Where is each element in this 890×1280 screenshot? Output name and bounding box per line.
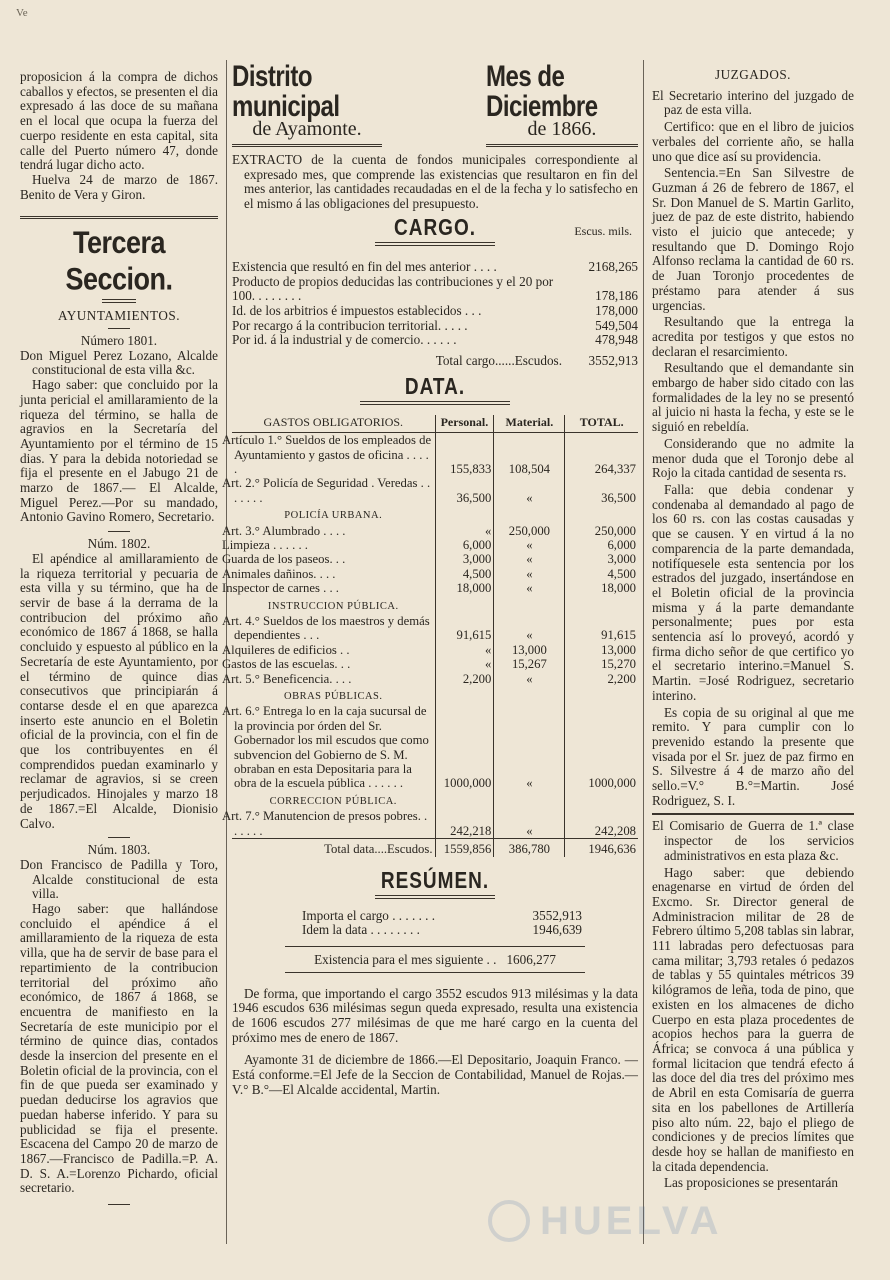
intro-paragraph: proposicion á la compra de dichos caballos y efectos, se presenten el dia expresado á las doce de su mañana en el local que ocupa la fuerza del cuerpo residente en esta capital, sita calle del Puerto número 47, donde tendrá lugar dicho acto. xyxy=(20,69,218,173)
data-material-value: « xyxy=(494,704,565,790)
data-concept: Art. 6.° Entrega lo en la caja sucursal de la provincia por órden del Sr. Gobernador los mil escudos que como subvencion del Gobierno de S. M. obraban en esta Depositaria para la obra de la escuela pública . . . . . . xyxy=(222,704,429,791)
cargo-label: Producto de propios deducidas las contribuciones y el 20 por 100. . . . . . . . xyxy=(232,273,554,304)
data-concept: Artículo 1.° Sueldos de los empleados de Ayuntamiento y gastos de oficina . . . . . xyxy=(222,433,432,476)
extracto-paragraph: EXTRACTO de la cuenta de fondos municipales correspondiente al expresado mes, que comprende las existencias que resultaron en fin del mes anterior, las cantidades recaudadas en el de la fecha y lo satisfecho en el mismo á las obligaciones del presupuesto. xyxy=(232,152,638,212)
data-subheading-row xyxy=(232,505,638,523)
cargo-row xyxy=(232,304,638,319)
data-row xyxy=(232,809,638,838)
cargo-row xyxy=(232,333,638,348)
data-concept: Inspector de carnes . . . xyxy=(222,581,339,596)
cargo-value: 178,186 xyxy=(595,288,638,304)
juzgado-sentencia: Sentencia.=En San Silvestre de Guzman á 26 de febrero de 1867, el Sr. Don Manuel de S. Martin Garlito, juez de paz de este distrito, habiendo visto el juicio que antecede; y resultando que D. Domingo Rojo Alfonso reclama la cantidad de 60 rs. de Juan Toronjo procedentes de préstamo para atender á sus urgencias. xyxy=(652,165,854,313)
cargo-unit: Escus. mils. xyxy=(574,223,632,238)
data-material-value: « xyxy=(494,538,565,552)
data-total-value: 18,000 xyxy=(565,581,638,595)
data-material-value: « xyxy=(494,581,565,595)
juzgado-resultando-1: Resultando que la entrega la acredita por testigos y que estos no declaran el resarcimiento. xyxy=(652,314,854,359)
data-material-value: 108,504 xyxy=(494,433,565,477)
data-concept: Guarda de los paseos. . . xyxy=(222,552,346,567)
data-row xyxy=(232,524,638,538)
data-material-value: « xyxy=(494,809,565,838)
juzgado-resultando-2: Resultando que el demandante sin embargo de haber sido citado con las formalidades de la ley no se presentó al juicio ni hasta la fecha, y este se le siguió en rebeldía. xyxy=(652,360,854,435)
data-subheading-row xyxy=(232,596,638,614)
data-material-value: « xyxy=(494,672,565,686)
data-concept: Animales dañinos. . . . xyxy=(222,566,336,581)
data-material-value: 15,267 xyxy=(494,657,565,671)
data-concept: Art. 5.° Beneficencia. . . . xyxy=(222,671,352,686)
cargo-row xyxy=(232,260,638,275)
right-column xyxy=(652,68,854,1191)
data-row xyxy=(232,552,638,566)
ornament xyxy=(108,837,130,838)
data-concept: Limpieza . . . . . . xyxy=(222,537,308,552)
data-row xyxy=(232,476,638,505)
district-title: Distrito municipal xyxy=(232,59,340,124)
watermark-text: HUELVA xyxy=(540,1198,723,1243)
notice-1802-text: El apéndice al amillaramiento de la riqueza territorial y pecuaria de esta villa y su término, que ha de servir de base á la derrama de la contribucion del próximo año económico de 1867 á 1868, se halla concluido y espuesto al público en la Secretaría de este Ayuntamiento, por el término de quince dias consecutivos que principiarán á contarse desde el en que aparezca inserto este anuncio en el Boletin oficial de la provincia, con el fin de que los contribuyentes en él comprendidos puedan examinarlo y reclamar de agravios, si se creen perjudicados. Hinojales y marzo 18 de 1867.=El Alcalde, Dionisio Calvo. xyxy=(20,550,218,831)
juzgado-considerando: Considerando que no admite la menor duda que el Toronjo debe al Rojo la citada cantidad de sesenta rs. xyxy=(652,435,854,481)
juzgado-falla: Falla: que debia condenar y condenaba al demandado al pago de los 60 rs. con las costas causadas y que se causen. Y en virtud á la no comparencia de la parte demandada, notifíquesele esta sentencia por los estrados del juzgado, insertándose en el Boletin oficial de la provincia misma y á la parte demandante personalmente; pues por esta sentencia así lo proveyó, acordó y firma dicho señor de que certifico yo el secretario interino.=Manuel S. Martin. =José Rodriguez, secretario interino. xyxy=(652,481,854,703)
juzgado-certifico: Certifico: que en el libro de juicios verbales del corriente año, se halla uno que dice así su providencia. xyxy=(652,119,854,164)
data-personal-value: « xyxy=(435,657,494,671)
data-material-value: 13,000 xyxy=(494,643,565,657)
data-total-value: 15,270 xyxy=(565,657,638,671)
section-title: Tercera Seccion. xyxy=(65,225,173,297)
section-divider xyxy=(20,216,218,219)
data-title: DATA. xyxy=(404,374,466,400)
cargo-row xyxy=(232,275,638,304)
data-empty-cell xyxy=(565,686,638,704)
data-total-value: 4,500 xyxy=(565,567,638,581)
intro-signature: Huelva 24 de marzo de 1867. Benito de Vera y Giron. xyxy=(20,171,218,202)
data-total-value: 13,000 xyxy=(565,643,638,657)
data-personal-value: 242,218 xyxy=(435,809,494,838)
data-personal-value: 6,000 xyxy=(435,538,494,552)
data-total-value: 250,000 xyxy=(565,524,638,538)
data-empty-cell xyxy=(435,791,494,809)
ornament xyxy=(108,1204,130,1205)
data-material-value: « xyxy=(494,476,565,505)
ornament xyxy=(102,299,136,303)
data-concept: Art. 7.° Manutencion de presos pobres. . . . . . . xyxy=(222,809,428,838)
data-empty-cell xyxy=(435,596,494,614)
header-underline xyxy=(486,144,638,147)
data-material-value: « xyxy=(494,614,565,643)
notice-1803-text: Hago saber: que hallándose concluido el apéndice á el amillaramiento de la riqueza de esta villa, que ha de servir de base para el repartimiento de la contribucion territorial del próximo año económico, de 1867 á 1868, se encuentra de manifiesto en la Secretaría de este municipio por el término de quince dias, contados desde la insercion del presente en el Boletin oficial de la provincia, con el fin de que pueda ser examinado y puedan deducirse los agravios que puedan haberse inferido. Y para su publicidad se fija el presente. Escacena del Campo 20 de marzo de 1867.—Francisco de Padilla.=P. A. D. S. A.=Lorenzo Pichardo, oficial secretario. xyxy=(20,901,218,1196)
data-subheading: CORRECCION PÚBLICA. xyxy=(269,795,397,807)
data-material-value: « xyxy=(494,567,565,581)
comisario-last-line: Las proposiciones se presentarán xyxy=(664,1175,838,1191)
account-header xyxy=(232,59,638,147)
ornament xyxy=(360,401,510,405)
cargo-label: Por recargo á la contribucion territorial. . . . . xyxy=(232,317,468,333)
data-empty-cell xyxy=(435,505,494,523)
header-underline xyxy=(232,144,382,147)
data-personal-value: 2,200 xyxy=(435,672,494,686)
data-total-value: 1000,000 xyxy=(565,704,638,790)
data-concept: Art. 3.° Alumbrado . . . . xyxy=(222,523,346,538)
data-personal-value: 91,615 xyxy=(435,614,494,643)
data-concept: Art. 2.° Policía de Seguridad . Veredas . . . . . . . xyxy=(222,476,431,505)
data-concept: Art. 4.° Sueldos de los maestros y demás dependientes . . . xyxy=(222,614,430,643)
data-personal-value: 3,000 xyxy=(435,552,494,566)
notice-1801-heading: Don Miguel Perez Lozano, Alcalde constitucional de esta villa &c. xyxy=(20,347,218,378)
data-total-personal: 1559,856 xyxy=(435,839,494,857)
data-total-total: 1946,636 xyxy=(565,839,638,857)
middle-column xyxy=(222,59,638,1098)
ornament xyxy=(108,328,130,329)
juzgado-copia: Es copia de su original al que me remito. Y para cumplir con lo prevenido estando la presente que visada por el Sr. juez de paz firmo en S. Silvestre á 4 de marzo año del sello.=V.° B.°=Martin. José Rodriguez, S. I. xyxy=(652,704,854,808)
data-concept: Alquileres de edificios . . xyxy=(222,642,350,657)
comisario-text: Hago saber: que debiendo enagenarse en virtud de órden del Excmo. Sr. Director general de Administracion militar de 28 de Febrero último 5,208 tablas sin labrar, 111 labradas pero defectuosas para cama militar; 3,793 retales ó pedazos de tablas y 55 quintales métricos 39 kilógramos de leña, toda de pino, que existen en los almacenes de dicho Cuerpo en esta plaza procedentes de acopios hechos para la guerra de África; se convoca á una pública y formal licitacion que tendrá efecto á las doce del dia tres del próximo mes de Abril en esta Comisaría de guerra sita en los pabellones de Artillería piso alto núm. 22, bajo el pliego de condiciones y de precios límites que desde hoy se hallan de manifiesto en la citada dependencia. xyxy=(652,864,854,1174)
data-personal-value: 4,500 xyxy=(435,567,494,581)
data-row xyxy=(232,614,638,643)
resumen-value: 3552,913 xyxy=(532,907,582,923)
data-empty-cell xyxy=(435,686,494,704)
notice-1801-text: Hago saber: que concluido por la junta pericial el amillaramiento de la riqueza del término, se halla de agravios en la Secretaría del Ayuntamiento por el término de 15 dias. Y para la debida notoriedad se fija el presente en el Jabugo 21 de marzo de 1867.— El Alcalde, Miguel Perez.—Por su mandado, Antonio Gavino Romero, Secretario. xyxy=(20,377,218,525)
cargo-value: 549,504 xyxy=(595,317,638,333)
resumen-value: 1946,639 xyxy=(532,922,582,938)
data-empty-cell xyxy=(565,596,638,614)
data-row xyxy=(232,433,638,477)
existencia-rule xyxy=(285,972,585,973)
resumen-label: Idem la data . . . . . . . . xyxy=(302,922,420,938)
data-row xyxy=(232,567,638,581)
cargo-title: CARGO. xyxy=(394,215,476,241)
col-total: TOTAL. xyxy=(565,415,638,433)
data-row xyxy=(232,581,638,595)
left-column xyxy=(20,70,218,1210)
data-table xyxy=(222,414,638,857)
data-row xyxy=(232,704,638,790)
cargo-value: 2168,265 xyxy=(588,258,638,274)
cargo-total xyxy=(232,354,638,369)
data-total-value: 264,337 xyxy=(565,433,638,477)
data-empty-cell xyxy=(565,791,638,809)
data-total-value: 36,500 xyxy=(565,476,638,505)
data-total-value: 2,200 xyxy=(565,672,638,686)
district-subtitle: de Ayamonte. xyxy=(252,118,362,140)
section-subtitle: AYUNTAMIENTOS. xyxy=(57,308,181,324)
data-empty-cell xyxy=(494,791,565,809)
data-row xyxy=(232,643,638,657)
data-total-row xyxy=(232,839,638,857)
data-subheading: INSTRUCCION PÚBLICA. xyxy=(267,600,399,612)
data-total-value: 242,208 xyxy=(565,809,638,838)
col-personal: Personal. xyxy=(435,415,494,433)
data-empty-cell xyxy=(565,505,638,523)
juzgado-rule xyxy=(652,813,854,815)
page-mark: Ve xyxy=(16,7,28,19)
data-personal-value: « xyxy=(435,643,494,657)
data-material-value: 250,000 xyxy=(494,524,565,538)
notice-1803-title: Núm. 1803. xyxy=(87,842,151,858)
data-empty-cell xyxy=(494,505,565,523)
data-personal-value: 1000,000 xyxy=(435,704,494,790)
month-title: Mes de Diciembre xyxy=(486,59,598,124)
cargo-row xyxy=(232,319,638,334)
data-subheading: OBRAS PÚBLICAS. xyxy=(283,691,383,703)
cargo-label: Por id. á la industrial y de comercio. . . . . . xyxy=(232,332,457,348)
data-subheading-row xyxy=(232,686,638,704)
watermark-icon xyxy=(488,1200,530,1242)
col-material: Material. xyxy=(494,415,565,433)
data-total-value: 6,000 xyxy=(565,538,638,552)
resumen-title: RESÚMEN. xyxy=(380,868,490,894)
data-row xyxy=(232,538,638,552)
data-row xyxy=(232,657,638,671)
data-total-material: 386,780 xyxy=(494,839,565,857)
data-empty-cell xyxy=(494,596,565,614)
data-total-value: 91,615 xyxy=(565,614,638,643)
data-personal-value: 18,000 xyxy=(435,581,494,595)
ornament xyxy=(375,242,495,246)
comisario-heading: El Comisario de Guerra de 1.ª clase inspector de los servicios administrativos en esta plaza &c. xyxy=(652,818,854,863)
cargo-label: Existencia que resultó en fin del mes anterior . . . . xyxy=(232,258,497,274)
data-personal-value: « xyxy=(435,524,494,538)
cargo-table xyxy=(232,260,638,348)
data-row xyxy=(232,672,638,686)
data-table-header xyxy=(232,415,638,433)
data-total-label: Total data....Escudos. xyxy=(232,839,435,857)
cargo-value: 178,000 xyxy=(595,302,638,318)
data-material-value: « xyxy=(494,552,565,566)
data-total-value: 3,000 xyxy=(565,552,638,566)
data-concept: Gastos de las escuelas. . . xyxy=(222,657,351,672)
ornament xyxy=(108,531,130,532)
signature-paragraph: Ayamonte 31 de diciembre de 1866.—El Depositario, Joaquin Franco. —Está conforme.=El Jefe de la Seccion de Contabilidad, Manuel de Rojas.—V.° B.°—El Alcalde accidental, Martin. xyxy=(232,1052,638,1097)
data-personal-value: 36,500 xyxy=(435,476,494,505)
juzgados-title: JUZGADOS. xyxy=(715,67,791,82)
cargo-value: 478,948 xyxy=(595,332,638,348)
watermark-logo xyxy=(488,1196,788,1246)
data-empty-cell xyxy=(494,686,565,704)
closing-paragraph: De forma, que importando el cargo 3552 escudos 913 milésimas y la data 1946 escudos 636 milésimas segun queda expresado, resulta una existencia de 1606 escudos 277 milésimas de que me haré cargo en la cuenta del próximo mes de enero de 1867. xyxy=(232,985,638,1045)
resumen-label: Importa el cargo . . . . . . . xyxy=(302,907,436,923)
notice-1801-title: Número 1801. xyxy=(80,333,158,349)
column-rule-right xyxy=(643,60,644,1244)
cargo-total-label: Total cargo......Escudos. xyxy=(435,353,562,369)
existencia-label: Existencia para el mes siguiente . . xyxy=(314,951,497,967)
data-personal-value: 155,833 xyxy=(435,433,494,477)
col-concept: GASTOS OBLIGATORIOS. xyxy=(232,415,435,433)
resumen-rule xyxy=(285,946,585,947)
existencia-row xyxy=(232,953,638,968)
juzgado-heading: El Secretario interino del juzgado de paz de esta villa. xyxy=(652,87,854,118)
cargo-label: Id. de los arbitrios é impuestos establecidos . . . xyxy=(232,302,482,318)
notice-1802-title: Núm. 1802. xyxy=(87,536,151,552)
month-subtitle: de 1866. xyxy=(527,118,597,140)
resumen-table xyxy=(302,909,582,938)
cargo-total-value: 3552,913 xyxy=(588,353,638,369)
existencia-value: 1606,277 xyxy=(506,951,556,967)
notice-1803-heading: Don Francisco de Padilla y Toro, Alcalde constitucional de esta villa. xyxy=(20,856,218,902)
data-subheading-row xyxy=(232,791,638,809)
data-subheading: POLICÍA URBANA. xyxy=(284,510,383,522)
resumen-row xyxy=(302,923,582,938)
resumen-row xyxy=(302,909,582,924)
